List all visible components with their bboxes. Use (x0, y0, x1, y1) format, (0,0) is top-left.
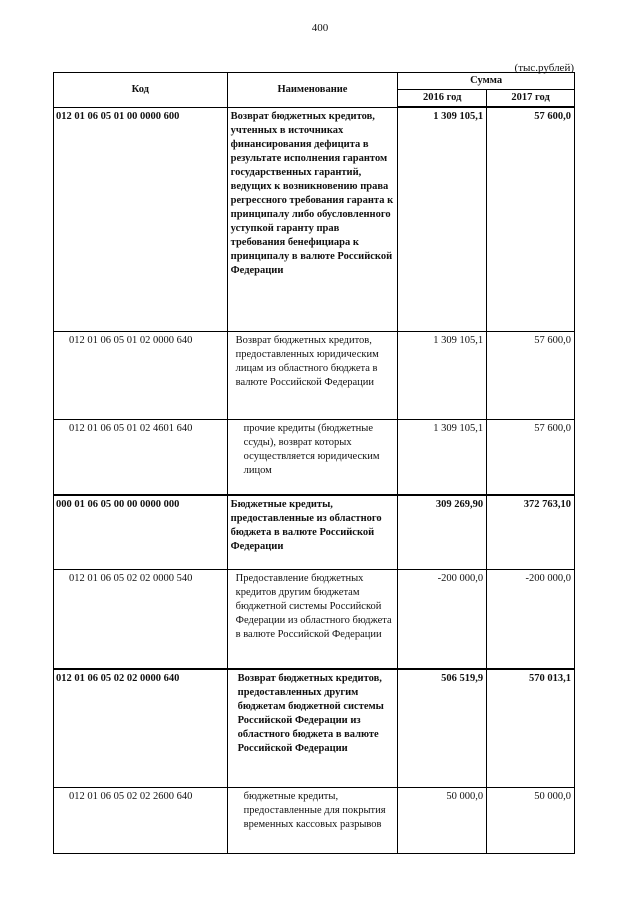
header-code: Код (54, 73, 228, 108)
row-name: Возврат бюджетных кредитов, учтенных в источниках финансирования дефицита в результате исполнения гарантом государственных гарантий, ведущих к возникновению права регрессного требования гаранта к принципалу либо обусловленного уступкой гаранту прав требования бенефициара к принципалу в валюте Российской Федерации (227, 107, 398, 331)
row-value-2016: -200 000,0 (398, 569, 487, 669)
row-value-2016: 1 309 105,1 (398, 419, 487, 495)
row-code: 012 01 06 05 01 00 0000 600 (54, 107, 228, 331)
row-code: 012 01 06 05 01 02 4601 640 (54, 419, 228, 495)
row-value-2016: 309 269,90 (398, 495, 487, 569)
row-code: 012 01 06 05 02 02 2600 640 (54, 787, 228, 853)
row-value-2016: 1 309 105,1 (398, 331, 487, 419)
row-value-2017: 57 600,0 (487, 107, 575, 331)
row-name: Предоставление бюджетных кредитов другим бюджетам бюджетной системы Российской Федерации из областного бюджета в валюте Российской Федерации (227, 569, 398, 669)
budget-table (53, 72, 575, 854)
page-number: 400 (311, 22, 329, 34)
row-value-2017: -200 000,0 (487, 569, 575, 669)
table-row (54, 495, 575, 569)
table-row (54, 107, 575, 331)
row-code: 000 01 06 05 00 00 0000 000 (54, 495, 228, 569)
row-code: 012 01 06 05 01 02 0000 640 (54, 331, 228, 419)
table-row (54, 569, 575, 669)
table-row (54, 669, 575, 787)
row-value-2017: 50 000,0 (487, 787, 575, 853)
row-code: 012 01 06 05 02 02 0000 540 (54, 569, 228, 669)
row-value-2017: 57 600,0 (487, 419, 575, 495)
row-code: 012 01 06 05 02 02 0000 640 (54, 669, 228, 787)
row-name: бюджетные кредиты, предоставленные для покрытия временных кассовых разрывов (227, 787, 398, 853)
row-value-2017: 57 600,0 (487, 331, 575, 419)
row-name: Возврат бюджетных кредитов, предоставленных юридическим лицам из областного бюджета в валюте Российской Федерации (227, 331, 398, 419)
header-year-2016: 2016 год (398, 90, 487, 108)
header-sum: Сумма (398, 73, 575, 90)
row-name: прочие кредиты (бюджетные ссуды), возврат которых осуществляется юридическим лицом (227, 419, 398, 495)
table-row (54, 331, 575, 419)
row-value-2016: 1 309 105,1 (398, 107, 487, 331)
row-value-2017: 570 013,1 (487, 669, 575, 787)
row-value-2016: 50 000,0 (398, 787, 487, 853)
row-value-2017: 372 763,10 (487, 495, 575, 569)
row-value-2016: 506 519,9 (398, 669, 487, 787)
header-year-2017: 2017 год (487, 90, 575, 108)
header-name: Наименование (227, 73, 398, 108)
table-row (54, 787, 575, 853)
table-row (54, 419, 575, 495)
row-name: Возврат бюджетных кредитов, предоставленных другим бюджетам бюджетной системы Российской Федерации из областного бюджета в валюте Российской Федерации (227, 669, 398, 787)
row-name: Бюджетные кредиты, предоставленные из областного бюджета в валюте Российской Федерации (227, 495, 398, 569)
units-label: (тыс.рублей) (514, 62, 574, 74)
